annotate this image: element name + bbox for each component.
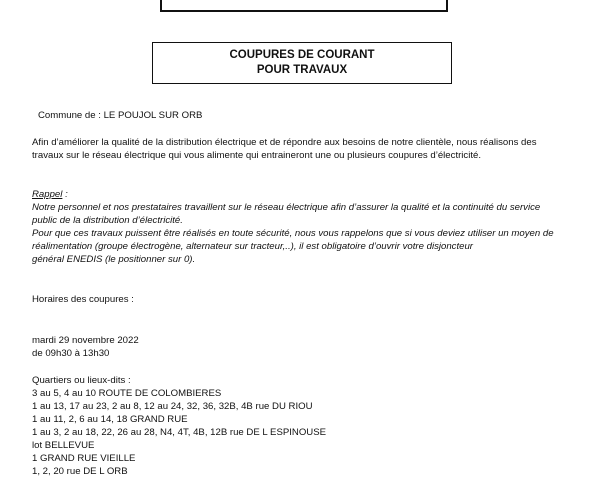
quartier-item: lot BELLEVUE: [32, 440, 95, 451]
notice-title-line1: COUPURES DE COURANT: [229, 49, 375, 61]
schedule-block: [32, 334, 139, 360]
intro-line1: Afin d’améliorer la qualité de la distribution électrique et de répondre aux besoins de notre clientèle, nous réalisons des: [32, 137, 537, 148]
quartiers-list: [32, 374, 326, 478]
rappel-colon: :: [62, 189, 68, 200]
quartier-item: 1 au 11, 2, 6 au 14, 18 GRAND RUE: [32, 414, 188, 425]
intro-line2: travaux sur le réseau électrique qui vous alimente qui entraineront une ou plusieurs coupures d’électricité.: [32, 150, 482, 161]
quartier-item: 1 au 13, 17 au 23, 2 au 8, 12 au 24, 32, 36, 32B, 4B rue DU RIOU: [32, 401, 313, 412]
quartier-item: 1 GRAND RUE VIEILLE: [32, 453, 136, 464]
commune-line: Commune de : LE POUJOL SUR ORB: [38, 110, 203, 121]
rappel-section: [32, 188, 554, 266]
rappel-line: public de la distribution d’électricité.: [32, 215, 183, 226]
posting-header-box: [160, 0, 448, 12]
horaires-label: Horaires des coupures :: [32, 294, 134, 305]
outage-time: de 09h30 à 13h30: [32, 348, 110, 359]
quartier-item: 1 au 3, 2 au 18, 22, 26 au 28, N4, 4T, 4B, 12B rue DE L ESPINOUSE: [32, 427, 327, 438]
notice-title-line2: POUR TRAVAUX: [256, 64, 348, 76]
outage-date: mardi 29 novembre 2022: [32, 335, 139, 346]
quartiers-label: Quartiers ou lieux-dits :: [32, 375, 131, 386]
rappel-line: Pour que ces travaux puissent être réalisés en toute sécurité, nous vous rappelons que si vous deviez utiliser un moyen de: [32, 228, 554, 239]
notice-title-box: [152, 42, 452, 84]
rappel-line: Notre personnel et nos prestataires travaillent sur le réseau électrique afin d’assurer la qualité et la continuité du service: [32, 202, 541, 213]
quartier-item: 3 au 5, 4 au 10 ROUTE DE COLOMBIERES: [32, 388, 222, 399]
rappel-heading: Rappel: [32, 189, 63, 200]
intro-paragraph: [32, 136, 537, 162]
quartier-item: 1, 2, 20 rue DE L ORB: [32, 466, 128, 477]
rappel-line: réalimentation (groupe électrogène, alternateur sur tracteur,..), il est obligatoire d’ouvrir votre disjoncteur: [32, 241, 474, 252]
rappel-line: général ENEDIS (le positionner sur 0).: [32, 254, 196, 265]
